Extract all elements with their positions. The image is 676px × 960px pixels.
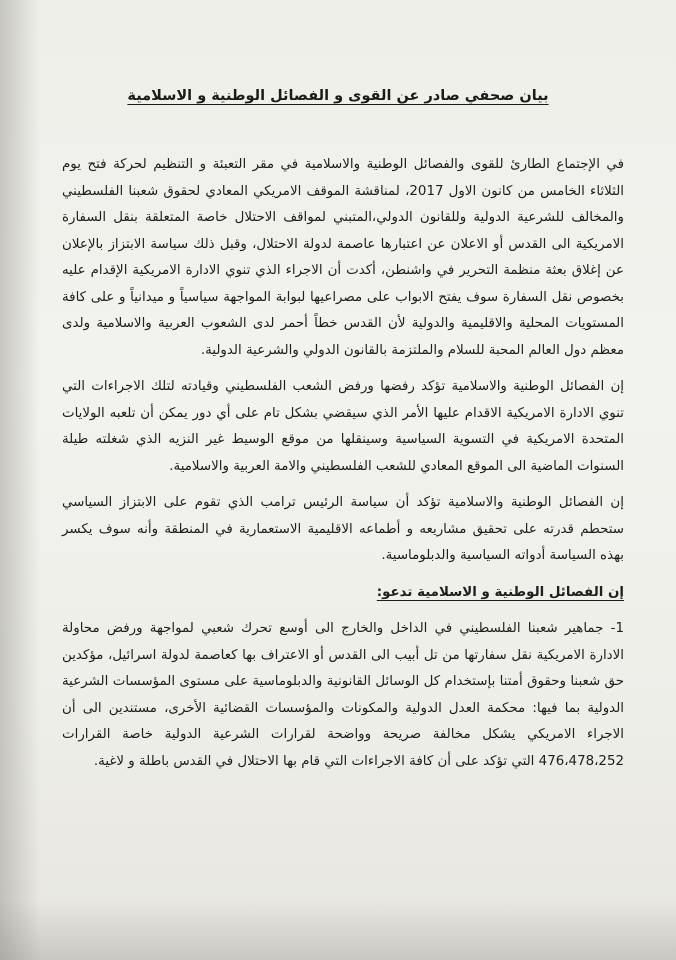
paragraph: إن الفصائل الوطنية والاسلامية تؤكد أن سياسة الرئيس ترامب الذي تقوم على الابتزاز السياسي ستحطم قدرته على تحقيق مشاريعه و أطماعه الاقليمية الاستعمارية في المنطقة وأنه سوف يكسر بهذه السياسة أدواته السياسية والدبلوماسية. [62,495,624,563]
page-shadow-left [0,0,40,960]
call-item: 1- جماهير شعبنا الفلسطيني في الداخل والخارج الى أوسع تحرك شعبي لمواجهة ورفض محاولة الادارة الامريكية نقل سفارتها من تل أبيب الى القدس أو الاعتراف بها كعاصمة لدولة اسرائيل، مؤكدين حق شعبنا وحقوق أمتنا بإستخدام كل الوسائل القانونية والدبلوماسية على مستوى المؤسسات الشرعية الدولية بما فيها: محكمة العدل الدولية والمكونات والمؤسسات القضائية الأخرى، مستندين الى أن الاجراء الامريكي يشكل مخالفة صريحة وواضحة لقرارات الشرعية الدولية خاصة القرارات 476،478،252 التي تؤكد على أن كافة الاجراءات التي قام بها الاحتلال في القدس باطلة و لاغية. [62,621,624,769]
page-shadow-bottom [0,900,676,960]
document-title: بيان صحفي صادر عن القوى و الفصائل الوطنية و الاسلامية [127,88,549,104]
paragraph: إن الفصائل الوطنية والاسلامية تؤكد رفضها ورفض الشعب الفلسطيني وقيادته لتلك الاجراءات التي تنوي الادارة الامريكية الاقدام عليها الأمر الذي سيقضي بشكل تام على أي دور يمكن أن تلعبه الولايات المتحدة الامريكية في التسوية السياسية وسينقلها من موقع الوسيط غير النزيه الذي شغلته طيلة السنوات الماضية الى الموقع المعادي للشعب الفلسطيني والامة العربية والاسلامية. [62,379,624,474]
calls-heading: إن الفصائل الوطنية و الاسلامية تدعو: [376,584,624,600]
paragraph: في الإجتماع الطارئ للقوى والفصائل الوطنية والاسلامية في مقر التعبئة و التنظيم لحركة فتح يوم الثلاثاء الخامس من كانون الاول 2017، لمناقشة الموقف الامريكي المعادي لحقوق شعبنا الفلسطيني والمخالف للشرعية الدولية وللقانون الدولي،المتبني لمواقف الاحتلال خاصة المتعلقة بنقل السفارة الامريكية الى القدس أو الاعلان عن اعتبارها عاصمة لدولة الاحتلال، وقبل ذلك سياسة الابتزاز بالإعلان عن إغلاق بعثة منظمة التحرير في واشنطن، أكدت أن الاجراء الذي تنوي الادارة الامريكية الإقدام عليه بخصوص نقل السفارة سوف يفتح الابواب على مصراعيها لبوابة المواجهة سياسياً و ميدانياً و على كافة المستويات المحلية والاقليمية والدولية لأن القدس خطاً أحمر لدى الشعوب العربية والاسلامية ولدى معظم دول العالم المحبة للسلام والملتزمة بالقانون الدولي والشرعية الدولية. [62,157,624,358]
document-body [62,152,624,785]
